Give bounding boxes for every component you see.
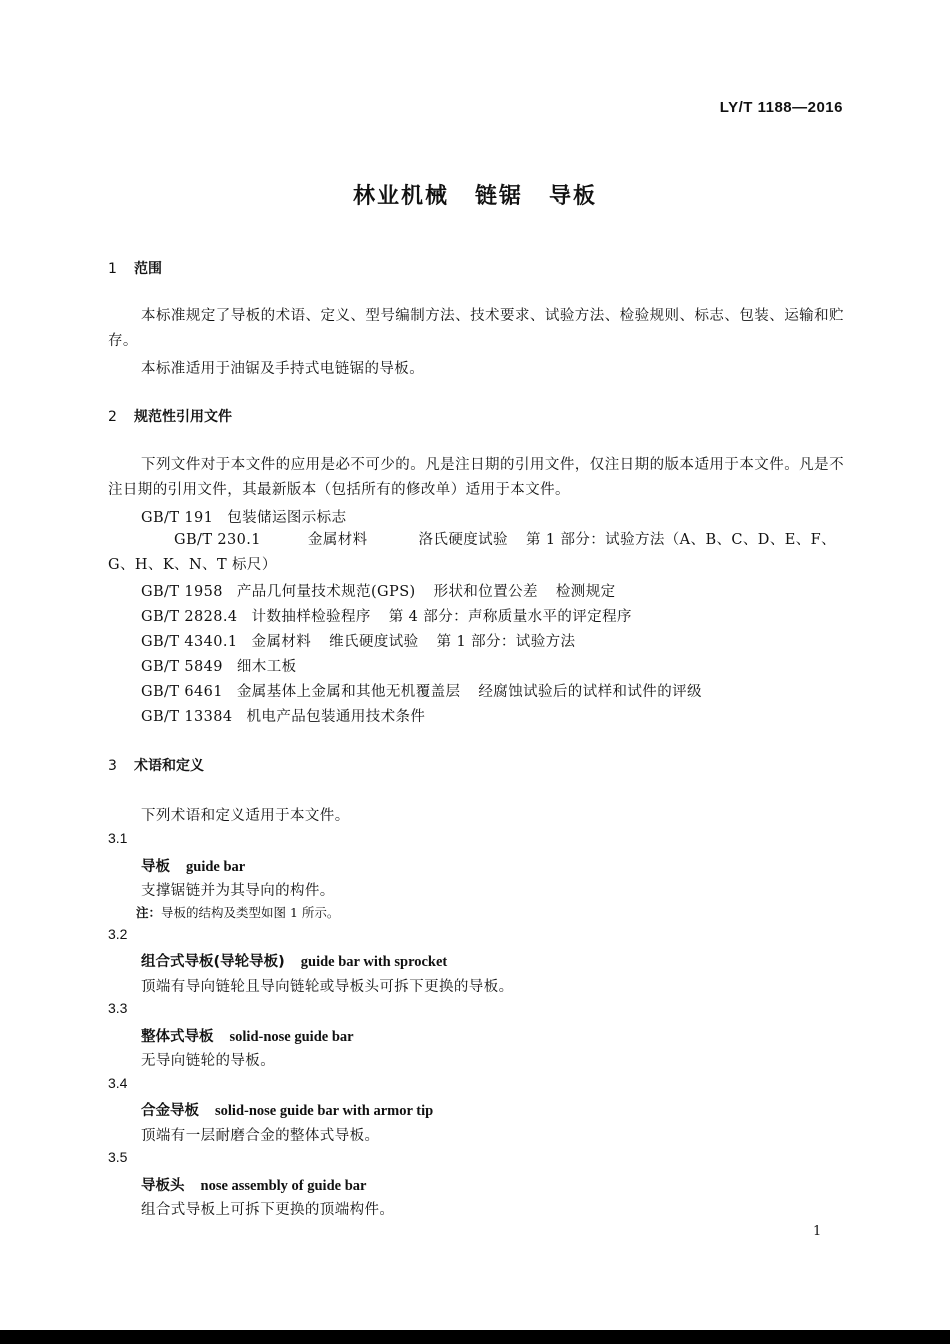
reference-item: GB/T 230.1 金属材料 洛氏硬度试验 第 1 部分：试验方法（A、B、C、D、E、F、G、H、K、N、T 标尺） [108,532,836,573]
term-definition: 组合式导板上可拆下更换的顶端构件。 [141,1202,395,1218]
scope-applicability: 本标准适用于油锯及手持式电链锯的导板。 [141,361,425,377]
bottom-bar [0,1330,950,1344]
clause-number: 3.4 [108,1075,128,1091]
term-heading: 组合式导板(导轮导板) guide bar with sprocket [141,954,448,970]
term-heading: 整体式导板 solid-nose guide bar [141,1029,354,1045]
term-heading: 导板头 nose assembly of guide bar [141,1178,367,1194]
reference-item: GB/T 4340.1 金属材料 维氏硬度试验 第 1 部分：试验方法 [141,634,576,650]
reference-item: GB/T 191 包装储运图示标志 [141,510,347,526]
page-number: 1 [813,1224,822,1239]
document-title [0,179,950,210]
scope-paragraph: 本标准规定了导板的术语、定义、型号编制方法、技术要求、试验方法、检验规则、标志、包装、运输和贮存。 [108,308,844,349]
term-definition: 顶端有导向链轮且导向链轮或导板头可拆下更换的导板。 [141,979,514,995]
clause-number: 3.3 [108,1000,128,1016]
section-heading-normative-references: 2 规范性引用文件 [108,409,232,425]
reference-item: GB/T 1958 产品几何量技术规范(GPS) 形状和位置公差 检测规定 [141,584,616,600]
reference-item: GB/T 13384 机电产品包装通用技术条件 [141,709,426,725]
references-intro: 下列文件对于本文件的应用是必不可少的。凡是注日期的引用文件，仅注日期的版本适用于本文件。凡是不注日期的引用文件，其最新版本（包括所有的修改单）适用于本文件。 [108,457,844,498]
title-part: 链锯 [474,184,523,209]
title-part: 林业机械 [352,184,449,209]
terms-intro: 下列术语和定义适用于本文件。 [141,808,350,824]
term-heading: 导板 guide bar [141,859,246,875]
term-definition: 无导向链轮的导板。 [141,1053,276,1069]
reference-item: GB/T 6461 金属基体上金属和其他无机覆盖层 经腐蚀试验后的试样和试件的评级 [141,684,702,700]
reference-item: GB/T 2828.4 计数抽样检验程序 第 4 部分：声称质量水平的评定程序 [141,609,632,625]
reference-item: GB/T 5849 细木工板 [141,659,297,675]
title-part: 导板 [549,184,598,209]
clause-number: 3.1 [108,830,128,846]
term-definition: 支撑锯链并为其导向的构件。 [141,883,335,899]
clause-number: 3.2 [108,926,128,942]
term-note: 注：导板的结构及类型如图 1 所示。 [136,905,340,920]
term-heading: 合金导板 solid-nose guide bar with armor tip [141,1103,434,1119]
term-definition: 顶端有一层耐磨合金的整体式导板。 [141,1128,380,1144]
clause-number: 3.5 [108,1149,128,1165]
section-heading-terms: 3 术语和定义 [108,758,204,774]
standard-number: LY/T 1188—2016 [719,99,843,116]
section-heading-scope: 1 范围 [108,261,162,277]
